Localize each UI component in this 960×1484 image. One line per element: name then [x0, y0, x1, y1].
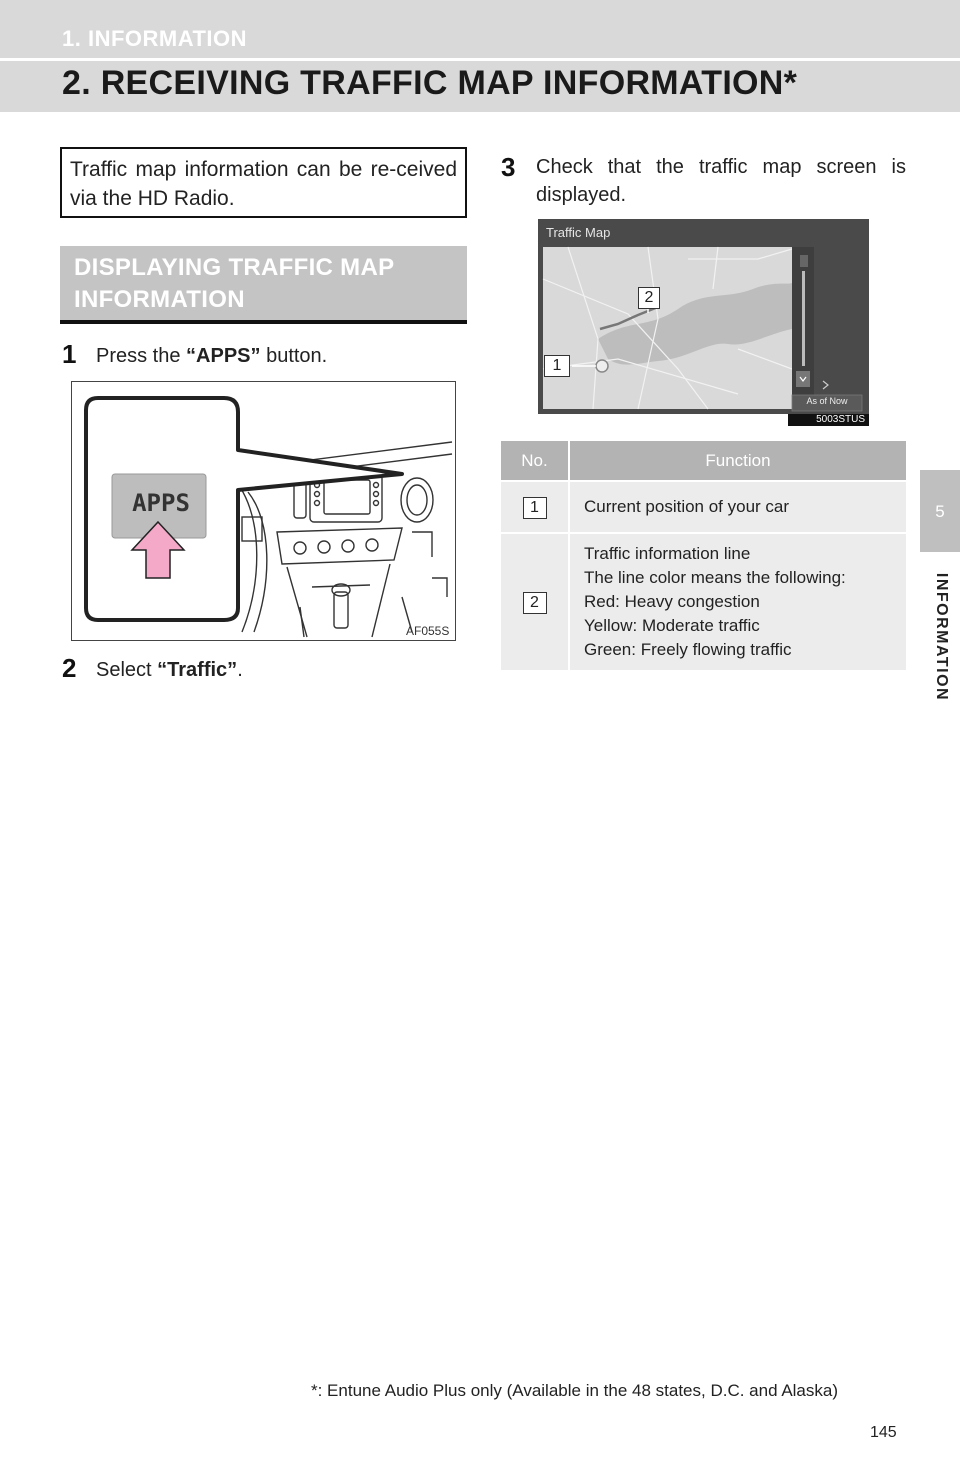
page-header: [0, 0, 960, 112]
figure-3-code: 5003STUS: [788, 414, 869, 426]
function-line: Current position of your car: [584, 497, 790, 516]
function-line: Traffic information line: [584, 544, 751, 563]
column-header-function: Function: [569, 441, 906, 481]
step-1-suffix: button.: [260, 345, 328, 367]
step-2-text: [96, 656, 243, 684]
table-row: [501, 533, 906, 670]
table-cell-no: [501, 533, 569, 670]
function-line: Yellow: Moderate traffic: [584, 616, 760, 635]
section-label: 1. INFORMATION: [62, 26, 248, 51]
function-line: The line color means the following:: [584, 568, 846, 587]
intro-box: Traffic map information can be re-ceived via the HD Radio.: [60, 147, 467, 218]
step-3-number: 3: [501, 152, 516, 182]
chapter-label-text: INFORMATION: [933, 572, 950, 702]
figure-1-code: AF055S: [406, 624, 450, 638]
dashboard-illustration: [71, 381, 456, 641]
footnote: *: Entune Audio Plus only (Available in the 48 states, D.C. and Alaska): [311, 1381, 838, 1400]
apps-button-label: APPS: [132, 489, 190, 517]
callout-table: [501, 441, 906, 670]
step-2-number: 2: [62, 653, 77, 683]
callout-2-marker: 2: [638, 287, 660, 309]
section-subheading: DISPLAYING TRAFFIC MAP INFORMATION: [60, 246, 467, 324]
function-line: Red: Heavy congestion: [584, 592, 760, 611]
step-3-text: Check that the traffic map screen is displayed.: [536, 156, 906, 206]
chapter-tab: [920, 470, 960, 552]
header-divider: [0, 58, 960, 61]
table-cell-function: [569, 533, 906, 670]
page-title: 2. RECEIVING TRAFFIC MAP INFORMATION*: [62, 64, 798, 102]
function-line: Green: Freely flowing traffic: [584, 640, 792, 659]
table-header-row: [501, 441, 906, 481]
callout-1-marker: 1: [544, 355, 570, 377]
chapter-label: [926, 567, 956, 707]
step-1-prefix: Press the: [96, 345, 187, 367]
step-2-suffix: .: [237, 659, 243, 681]
callout-number-box: 1: [523, 497, 547, 519]
table-row: [501, 481, 906, 533]
traffic-map-screenshot: [538, 219, 869, 414]
map-screen-title: Traffic Map: [546, 225, 611, 240]
step-1-number: 1: [62, 339, 77, 369]
table-cell-no: [501, 481, 569, 533]
table-cell-function: [569, 481, 906, 533]
page-number: 145: [870, 1424, 897, 1441]
callout-number-box: 2: [523, 592, 547, 614]
column-header-no: No.: [501, 441, 569, 481]
step-1-emphasis: “APPS”: [186, 345, 261, 367]
traffic-map-drawing: [538, 219, 869, 414]
step-2-prefix: Select: [96, 659, 158, 681]
chapter-number: 5: [935, 502, 945, 521]
as-of-now-button: As of Now: [806, 396, 848, 406]
step-2-emphasis: “Traffic”: [157, 659, 238, 681]
step-1-text: [96, 342, 327, 370]
